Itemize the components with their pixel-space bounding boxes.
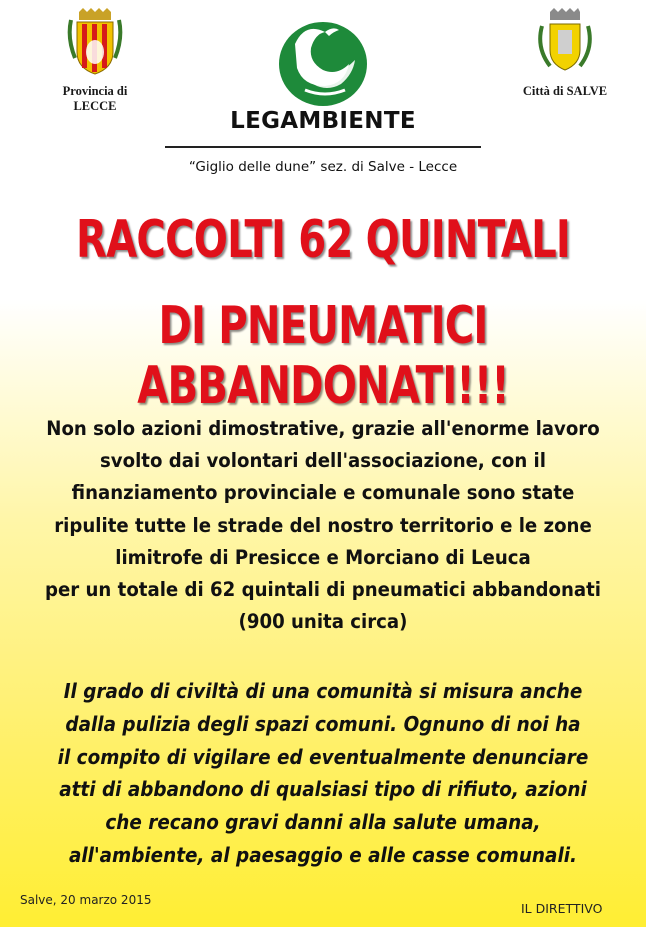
citta-salve-crest xyxy=(510,8,620,99)
provincia-lecce-crest xyxy=(40,8,150,114)
signature: IL DIRETTIVO xyxy=(521,901,603,916)
body-paragraph xyxy=(10,413,636,638)
headline-line-2: DI PNEUMATICI ABBANDONATI!!! xyxy=(137,296,509,416)
quote-line: che recano gravi danni alla salute umana, xyxy=(105,810,541,835)
legambiente-swan-logo-icon xyxy=(275,14,371,110)
organization-name: LEGAMBIENTE xyxy=(230,108,416,134)
citta-label: Città di SALVE xyxy=(522,84,608,98)
quote-line: dalla pulizia degli spazi comuni. Ognuno di noi ha xyxy=(65,711,581,736)
body-line: finanziamento provinciale e comunale sono state xyxy=(71,481,575,505)
quote-line: atti di abbandono di qualsiasi tipo di rifiuto, azioni xyxy=(59,777,587,802)
body-line: (900 unita circa) xyxy=(238,610,408,634)
headline-line-1: RACCOLTI 62 QUINTALI xyxy=(76,210,570,270)
body-line: Non solo azioni dimostrative, grazie all'enorme lavoro xyxy=(46,417,600,440)
civic-quote xyxy=(10,675,636,872)
section-subtitle: “Giglio delle dune” sez. di Salve - Lecce xyxy=(188,159,458,175)
provincia-crest-icon xyxy=(65,8,125,76)
body-line: svolto dai volontari dell'associazione, con il xyxy=(100,449,546,473)
body-line: ripulite tutte le strade del nostro territorio e le zone xyxy=(54,513,592,537)
provincia-label: Provincia di LECCE xyxy=(62,84,128,113)
publication-date: Salve, 20 marzo 2015 xyxy=(20,893,152,907)
header-divider xyxy=(165,146,481,148)
quote-line: Il grado di civiltà di una comunità si misura anche xyxy=(63,679,583,703)
quote-line: all'ambiente, al paesaggio e alle casse comunali. xyxy=(68,842,578,867)
citta-crest-icon xyxy=(536,8,594,76)
quote-line: il compito di vigilare ed eventualmente denunciare xyxy=(57,744,589,769)
body-line: limitrofe di Presicce e Morciano di Leuca xyxy=(115,545,531,569)
body-line: per un totale di 62 quintali di pneumatici abbandonati xyxy=(44,578,601,602)
